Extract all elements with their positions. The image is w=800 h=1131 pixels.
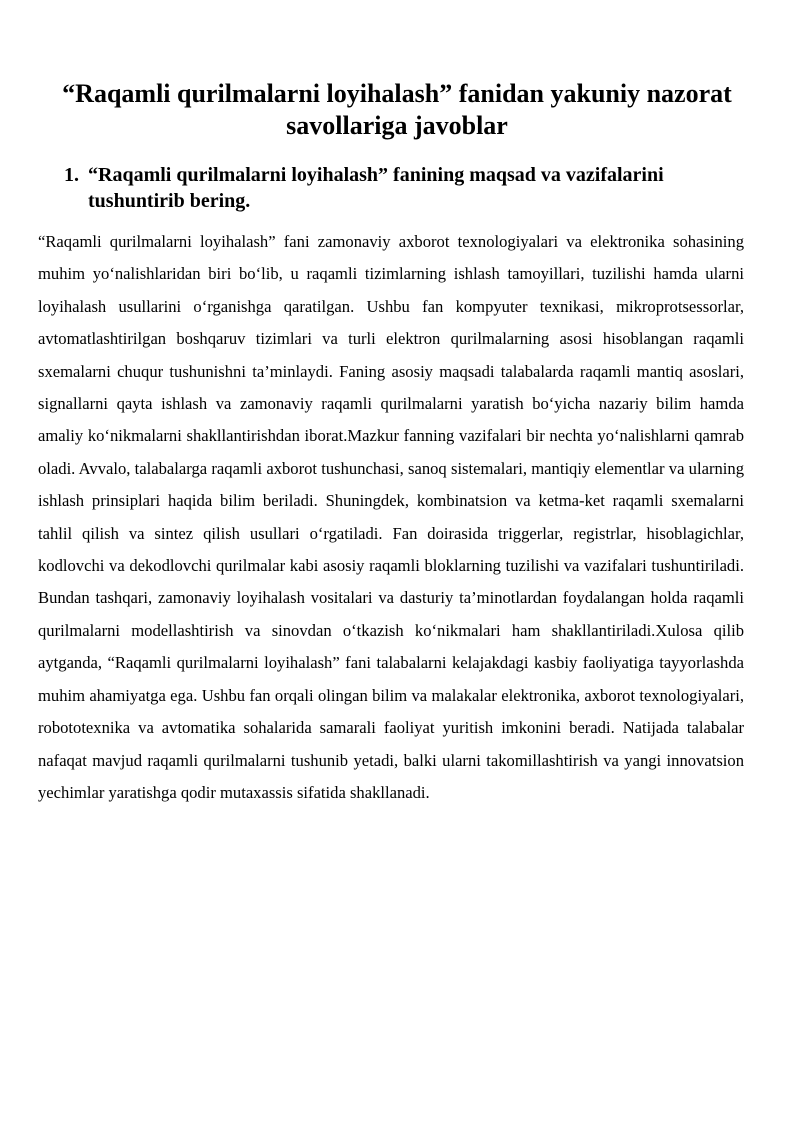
question-item xyxy=(38,162,744,214)
question-number-label: 1. xyxy=(64,164,79,186)
answer-paragraph: “Raqamli qurilmalarni loyihalash” fani zamonaviy axborot texnologiyalari va elektronika sohasining muhim yo‘nalishlaridan biri bo‘lib, u raqamli tizimlarning ishlash tamoyillari, tuzilishi hamda ularni loyihalash usullarini o‘rganishga qaratilgan. Ushbu fan kompyuter texnikasi, mikroprotsessorlar, avtomatlashtirilgan boshqaruv tizimlari va turli elektron qurilmalarning asosi hisoblangan raqamli sxemalarni chuqur tushunishni ta’minlaydi. Faning asosiy maqsadi talabalarda raqamli mantiq asoslari, signallarni qayta ishlash va zamonaviy raqamli qurilmalarni yaratish bo‘yicha nazariy bilim hamda amaliy ko‘nikmalarni shakllantirishdan iborat.Mazkur fanning vazifalari bir nechta yo‘nalishlarni qamrab oladi. Avvalo, talabalarga raqamli axborot tushunchasi, sanoq sistemalari, mantiqiy elementlar va ularning ishlash prinsiplari haqida bilim beriladi. Shuningdek, kombinatsion va ketma-ket raqamli sxemalarni tahlil qilish va sintez qilish usullari o‘rgatiladi. Fan doirasida triggerlar, registrlar, hisoblagichlar, kodlovchi va dekodlovchi qurilmalar kabi asosiy raqamli bloklarning tuzilishi va vazifalari tushuntiriladi. Bundan tashqari, zamonaviy loyihalash vositalari va dasturiy ta’minotlardan foydalangan holda raqamli qurilmalarni modellashtirish va sinovdan o‘tkazish ko‘nikmalari ham shakllantiriladi.Xulosa qilib aytganda, “Raqamli qurilmalarni loyihalash” fani talabalarni kelajakdagi kasbiy faoliyatiga tayyorlashda muhim ahamiyatga ega. Ushbu fan orqali olingan bilim va malakalar elektronika, axborot texnologiyalari, robototexnika va avtomatika sohalarida samarali faoliyat yuritish imkonini beradi. Natijada talabalar nafaqat mavjud raqamli qurilmalarni tushunib yetadi, balki ularni takomillashtirish va yangi innovatsion yechimlar yaratishga qodir mutaxassis sifatida shakllanadi. xyxy=(38,232,744,802)
question-number xyxy=(38,162,88,188)
document-title: “Raqamli qurilmalarni loyihalash” fanidan yakuniy nazorat savollariga javoblar xyxy=(62,79,732,140)
question-text: “Raqamli qurilmalarni loyihalash” fanining maqsad va vazifalarini tushuntirib bering. xyxy=(88,164,664,212)
question-list xyxy=(38,162,744,214)
